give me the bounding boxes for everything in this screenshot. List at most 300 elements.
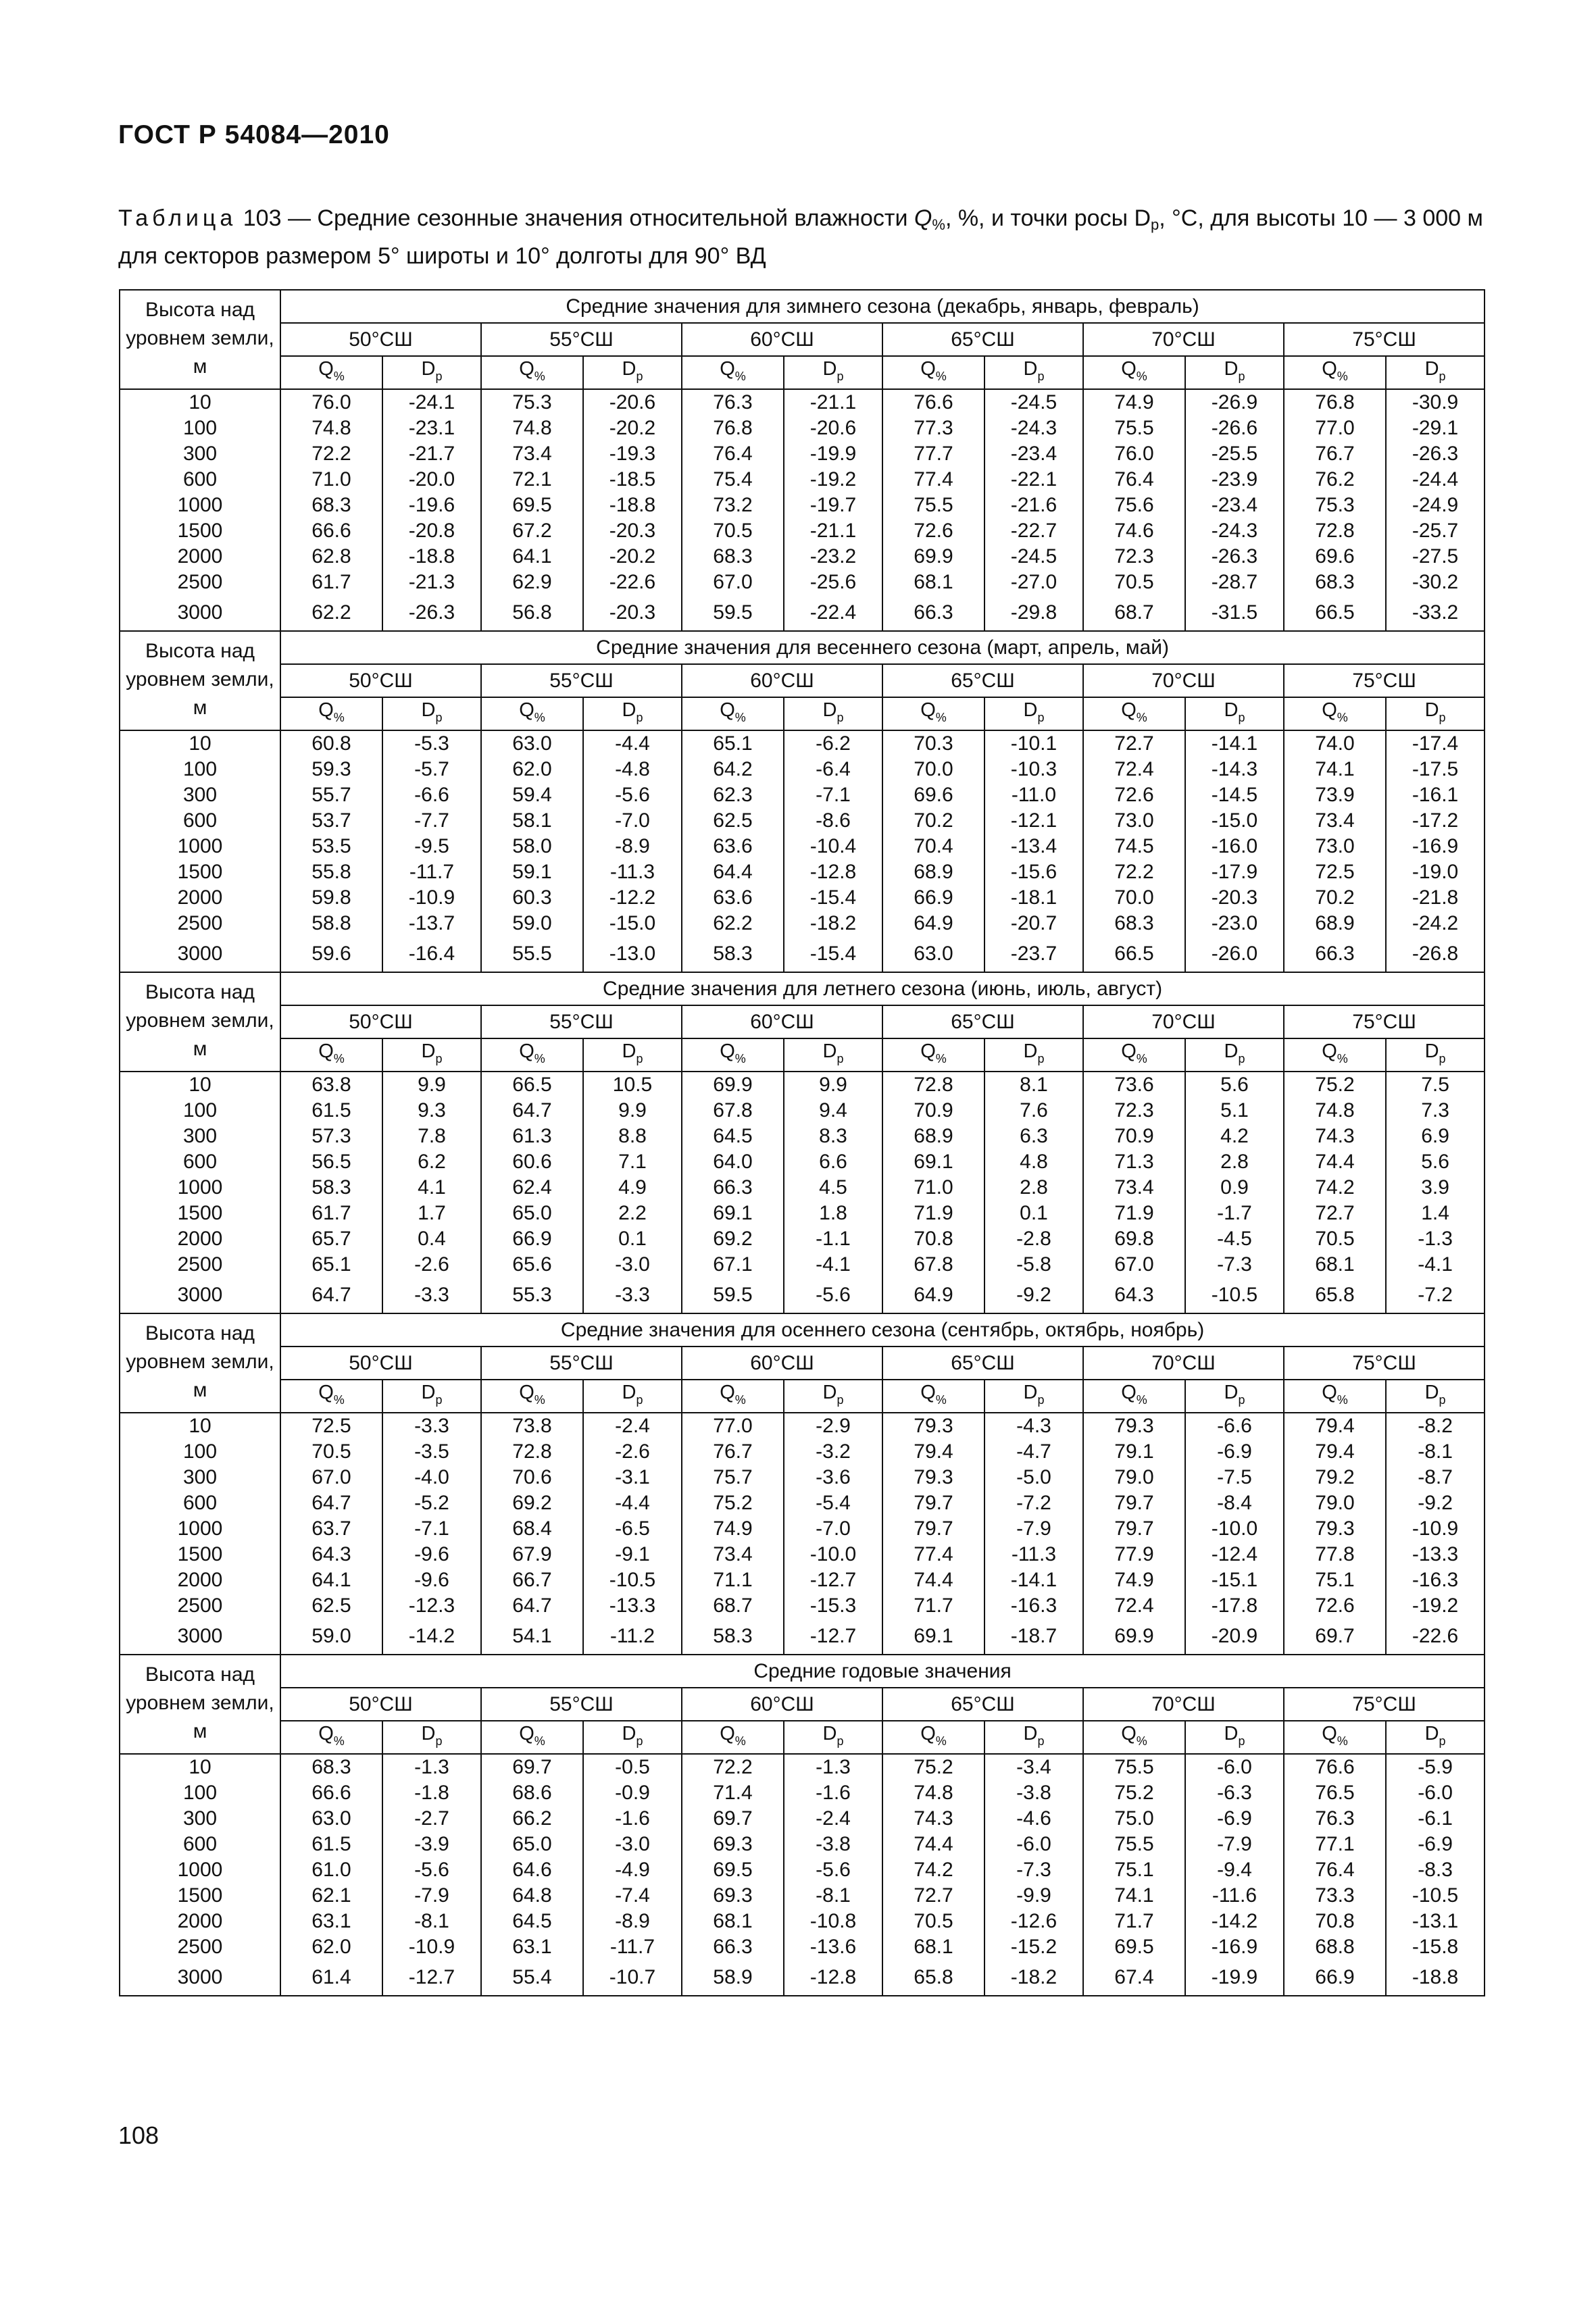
table-row [120, 493, 1485, 518]
humidity-column-header [481, 1038, 583, 1072]
table-row [120, 936, 1485, 972]
dewpoint-cell: 6.2 [382, 1149, 481, 1175]
humidity-cell: 72.3 [1083, 544, 1185, 570]
dewpoint-cell: -4.5 [1185, 1226, 1284, 1252]
humidity-cell: 71.9 [1083, 1201, 1185, 1226]
humidity-symbol: Q [1121, 1040, 1137, 1062]
humidity-cell: 75.5 [1083, 416, 1185, 441]
height-cell: 600 [120, 1490, 280, 1516]
dewpoint-cell: -16.0 [1185, 834, 1284, 859]
dewpoint-cell: -18.2 [984, 1960, 1083, 1996]
latitude-header: 50°СШ [280, 1347, 481, 1380]
latitude-header: 55°СШ [481, 1005, 682, 1038]
table-row [120, 1175, 1485, 1201]
dewpoint-cell: -6.4 [784, 757, 882, 782]
table-row [120, 518, 1485, 544]
humidity-cell: 65.7 [280, 1226, 382, 1252]
table-row [120, 834, 1485, 859]
humidity-cell: 70.0 [1083, 885, 1185, 911]
humidity-column-header [1284, 1038, 1386, 1072]
humidity-symbol: Q [519, 699, 534, 721]
humidity-cell: 74.6 [1083, 518, 1185, 544]
humidity-cell: 75.2 [882, 1754, 984, 1780]
humidity-cell: 61.5 [280, 1832, 382, 1857]
dewpoint-cell: -5.6 [382, 1857, 481, 1883]
dewpoint-column-header [382, 1721, 481, 1754]
latitude-header: 70°СШ [1083, 1005, 1284, 1038]
height-cell: 300 [120, 441, 280, 467]
height-cell: 100 [120, 416, 280, 441]
dewpoint-cell: -26.3 [1386, 441, 1485, 467]
height-cell: 1500 [120, 1883, 280, 1909]
humidity-column-header [280, 356, 382, 389]
dewpoint-cell: -5.6 [583, 782, 682, 808]
humidity-symbol: Q [318, 1040, 334, 1062]
dewpoint-cell: -4.7 [984, 1439, 1083, 1465]
table-row [120, 389, 1485, 416]
table-row [120, 1439, 1485, 1465]
latitude-header: 55°СШ [481, 1688, 682, 1721]
humidity-cell: 64.5 [682, 1124, 784, 1149]
humidity-cell: 59.4 [481, 782, 583, 808]
dewpoint-subscript: p [636, 1052, 643, 1065]
humidity-cell: 74.3 [882, 1806, 984, 1832]
humidity-cell: 73.6 [1083, 1072, 1185, 1098]
dewpoint-cell: -11.3 [984, 1542, 1083, 1567]
humidity-symbol: Q [1121, 699, 1137, 721]
humidity-column-header [280, 1038, 382, 1072]
dewpoint-cell: -21.3 [382, 570, 481, 595]
humidity-cell: 74.9 [1083, 1567, 1185, 1593]
dewpoint-symbol: D [1224, 699, 1239, 721]
humidity-cell: 66.6 [280, 518, 382, 544]
height-cell: 300 [120, 1124, 280, 1149]
dewpoint-symbol: D [622, 699, 637, 721]
humidity-symbol: Q [720, 1382, 735, 1403]
humidity-cell: 65.8 [1284, 1278, 1386, 1313]
humidity-cell: 69.5 [481, 493, 583, 518]
dewpoint-cell: -1.1 [784, 1226, 882, 1252]
height-cell: 3000 [120, 595, 280, 631]
humidity-cell: 74.2 [882, 1857, 984, 1883]
dewpoint-cell: -12.8 [784, 859, 882, 885]
dewpoint-cell: 6.9 [1386, 1124, 1485, 1149]
humidity-cell: 74.8 [1284, 1098, 1386, 1124]
humidity-cell: 61.3 [481, 1124, 583, 1149]
dewpoint-cell: -10.0 [1185, 1516, 1284, 1542]
humidity-cell: 79.1 [1083, 1439, 1185, 1465]
dewpoint-cell: 7.1 [583, 1149, 682, 1175]
dewpoint-cell: -1.8 [382, 1780, 481, 1806]
humidity-cell: 79.4 [882, 1439, 984, 1465]
humidity-cell: 58.8 [280, 911, 382, 936]
dewpoint-cell: 8.1 [984, 1072, 1083, 1098]
table-row [120, 1490, 1485, 1516]
height-cell: 1000 [120, 834, 280, 859]
dewpoint-subscript: p [435, 1052, 443, 1065]
humidity-subscript: % [534, 1393, 545, 1407]
dewpoint-cell: -8.9 [583, 1909, 682, 1934]
dewpoint-cell: -21.7 [382, 441, 481, 467]
dewpoint-cell: -7.1 [382, 1516, 481, 1542]
dewpoint-cell: -1.7 [1185, 1201, 1284, 1226]
height-cell: 2000 [120, 885, 280, 911]
height-cell: 100 [120, 1780, 280, 1806]
humidity-symbol: Q [920, 1382, 936, 1403]
humidity-symbol: Q [1322, 1382, 1337, 1403]
humidity-cell: 76.8 [682, 416, 784, 441]
humidity-cell: 59.5 [682, 595, 784, 631]
dewpoint-cell: -5.4 [784, 1490, 882, 1516]
humidity-cell: 74.4 [882, 1832, 984, 1857]
dewpoint-cell: -12.7 [382, 1960, 481, 1996]
dewpoint-cell: -6.5 [583, 1516, 682, 1542]
humidity-cell: 69.9 [882, 544, 984, 570]
dewpoint-subscript: p [1037, 711, 1045, 724]
dewpoint-cell: 4.8 [984, 1149, 1083, 1175]
humidity-cell: 71.1 [682, 1567, 784, 1593]
humidity-cell: 59.5 [682, 1278, 784, 1313]
humidity-cell: 79.0 [1284, 1490, 1386, 1516]
table-row [120, 1278, 1485, 1313]
latitude-header: 55°СШ [481, 323, 682, 356]
humidity-subscript: % [1136, 370, 1147, 383]
humidity-cell: 71.7 [1083, 1909, 1185, 1934]
humidity-cell: 74.2 [1284, 1175, 1386, 1201]
height-cell: 1500 [120, 1542, 280, 1567]
dewpoint-cell: -15.8 [1386, 1934, 1485, 1960]
humidity-cell: 66.9 [1284, 1960, 1386, 1996]
dewpoint-subscript: p [1037, 1052, 1045, 1065]
dewpoint-cell: -11.6 [1185, 1883, 1284, 1909]
caption-text-mid: , %, и точки росы D [945, 205, 1151, 231]
humidity-cell: 61.7 [280, 570, 382, 595]
table-row [120, 885, 1485, 911]
humidity-column-header [882, 1380, 984, 1413]
dewpoint-subscript: p [1238, 370, 1245, 383]
humidity-cell: 69.2 [682, 1226, 784, 1252]
humidity-cell: 68.1 [882, 1934, 984, 1960]
dewpoint-cell: -15.0 [1185, 808, 1284, 834]
humidity-subscript: % [734, 1052, 746, 1065]
dewpoint-subscript: p [636, 711, 643, 724]
dewpoint-cell: -1.3 [1386, 1226, 1485, 1252]
humidity-cell: 69.7 [481, 1754, 583, 1780]
humidity-cell: 76.6 [1284, 1754, 1386, 1780]
dewpoint-cell: -23.4 [984, 441, 1083, 467]
section-header-row [120, 1655, 1485, 1688]
latitude-header-row [120, 1688, 1485, 1721]
dewpoint-cell: -7.9 [984, 1516, 1083, 1542]
latitude-header: 75°СШ [1284, 664, 1485, 697]
humidity-cell: 72.3 [1083, 1098, 1185, 1124]
humidity-cell: 58.9 [682, 1960, 784, 1996]
humidity-cell: 61.4 [280, 1960, 382, 1996]
humidity-cell: 72.4 [1083, 1593, 1185, 1619]
humidity-cell: 59.0 [481, 911, 583, 936]
dewpoint-symbol: D [1424, 699, 1439, 721]
dewpoint-symbol: D [622, 358, 637, 380]
dewpoint-cell: -27.5 [1386, 544, 1485, 570]
dewpoint-cell: -5.6 [784, 1857, 882, 1883]
dewpoint-cell: 6.3 [984, 1124, 1083, 1149]
height-cell: 1000 [120, 1857, 280, 1883]
dewpoint-column-header [1386, 1721, 1485, 1754]
humidity-cell: 55.5 [481, 936, 583, 972]
dewpoint-subscript: p [1037, 1393, 1045, 1407]
table-row [120, 1909, 1485, 1934]
humidity-cell: 75.2 [682, 1490, 784, 1516]
dewpoint-cell: -23.2 [784, 544, 882, 570]
dewpoint-cell: -13.7 [382, 911, 481, 936]
dewpoint-cell: 10.5 [583, 1072, 682, 1098]
latitude-header: 65°СШ [882, 1347, 1083, 1380]
dewpoint-cell: -15.3 [784, 1593, 882, 1619]
dewpoint-cell: -3.8 [984, 1780, 1083, 1806]
humidity-cell: 69.6 [882, 782, 984, 808]
humidity-subscript: % [734, 1734, 746, 1748]
humidity-cell: 68.1 [1284, 1252, 1386, 1278]
table-row [120, 1832, 1485, 1857]
humidity-subscript: % [534, 711, 545, 724]
humidity-cell: 68.3 [280, 1754, 382, 1780]
dewpoint-column-header [382, 1038, 481, 1072]
humidity-cell: 77.7 [882, 441, 984, 467]
dewpoint-cell: -5.3 [382, 730, 481, 757]
height-cell: 3000 [120, 1278, 280, 1313]
table-row [120, 757, 1485, 782]
dewpoint-cell: -18.8 [583, 493, 682, 518]
humidity-cell: 68.9 [882, 859, 984, 885]
dewpoint-cell: -20.6 [784, 416, 882, 441]
dewpoint-symbol: D [822, 1040, 837, 1062]
latitude-header: 75°СШ [1284, 323, 1485, 356]
humidity-cell: 64.9 [882, 1278, 984, 1313]
variable-header-row [120, 1038, 1485, 1072]
height-cell: 2500 [120, 1593, 280, 1619]
dewpoint-cell: 7.5 [1386, 1072, 1485, 1098]
dewpoint-cell: -8.9 [583, 834, 682, 859]
humidity-symbol: Q [318, 699, 334, 721]
dewpoint-cell: -16.1 [1386, 782, 1485, 808]
dewpoint-cell: -10.3 [984, 757, 1083, 782]
humidity-cell: 67.8 [682, 1098, 784, 1124]
dewpoint-cell: -21.6 [984, 493, 1083, 518]
caption-number: 103 [243, 205, 282, 231]
dewpoint-subscript: p [1439, 1052, 1446, 1065]
latitude-header: 70°СШ [1083, 323, 1284, 356]
dewpoint-cell: -5.9 [1386, 1754, 1485, 1780]
dewpoint-cell: -8.1 [382, 1909, 481, 1934]
dewpoint-cell: -26.9 [1185, 389, 1284, 416]
dewpoint-cell: -30.9 [1386, 389, 1485, 416]
section-header-row [120, 631, 1485, 664]
dewpoint-cell: -24.9 [1386, 493, 1485, 518]
dewpoint-cell: 1.7 [382, 1201, 481, 1226]
dewpoint-cell: -21.1 [784, 389, 882, 416]
dewpoint-cell: -14.5 [1185, 782, 1284, 808]
dewpoint-cell: -12.2 [583, 885, 682, 911]
dewpoint-column-header [1185, 1380, 1284, 1413]
humidity-subscript: % [734, 711, 746, 724]
latitude-header: 75°СШ [1284, 1347, 1485, 1380]
dewpoint-cell: -2.9 [784, 1413, 882, 1439]
latitude-header: 60°СШ [682, 1688, 882, 1721]
humidity-cell: 72.8 [481, 1439, 583, 1465]
table-row [120, 1098, 1485, 1124]
humidity-cell: 65.1 [280, 1252, 382, 1278]
humidity-column-header [682, 697, 784, 730]
humidity-cell: 75.1 [1083, 1857, 1185, 1883]
humidity-cell: 59.6 [280, 936, 382, 972]
dewpoint-cell: -24.3 [984, 416, 1083, 441]
dewpoint-cell: -16.3 [1386, 1567, 1485, 1593]
dewpoint-cell: -20.2 [583, 544, 682, 570]
dewpoint-cell: -23.4 [1185, 493, 1284, 518]
dewpoint-symbol: D [1023, 1040, 1038, 1062]
dewpoint-cell: -2.7 [382, 1806, 481, 1832]
humidity-cell: 74.4 [1284, 1149, 1386, 1175]
humidity-dewpoint-table [119, 289, 1485, 1996]
humidity-cell: 76.2 [1284, 467, 1386, 493]
dewpoint-cell: -8.1 [1386, 1439, 1485, 1465]
humidity-cell: 66.5 [481, 1072, 583, 1098]
humidity-cell: 77.0 [1284, 416, 1386, 441]
table-row [120, 595, 1485, 631]
dewpoint-cell: -16.9 [1386, 834, 1485, 859]
variable-header-row [120, 356, 1485, 389]
height-cell: 10 [120, 730, 280, 757]
dewpoint-cell: -12.6 [984, 1909, 1083, 1934]
humidity-cell: 66.5 [1083, 936, 1185, 972]
humidity-cell: 73.3 [1284, 1883, 1386, 1909]
dewpoint-cell: -6.9 [1185, 1806, 1284, 1832]
dewpoint-symbol: D [1023, 358, 1038, 380]
dewpoint-cell: -2.4 [583, 1413, 682, 1439]
table-row [120, 416, 1485, 441]
dewpoint-cell: -13.1 [1386, 1909, 1485, 1934]
humidity-cell: 74.0 [1284, 730, 1386, 757]
humidity-cell: 79.4 [1284, 1439, 1386, 1465]
humidity-cell: 76.3 [682, 389, 784, 416]
latitude-header: 65°СШ [882, 1005, 1083, 1038]
humidity-symbol: Q [519, 1723, 534, 1744]
humidity-cell: 62.9 [481, 570, 583, 595]
dewpoint-cell: -24.1 [382, 389, 481, 416]
dewpoint-cell: 0.1 [583, 1226, 682, 1252]
humidity-cell: 57.3 [280, 1124, 382, 1149]
humidity-cell: 69.1 [882, 1619, 984, 1655]
section-header-row [120, 972, 1485, 1005]
latitude-header-row [120, 664, 1485, 697]
humidity-cell: 75.2 [1284, 1072, 1386, 1098]
humidity-cell: 73.4 [1284, 808, 1386, 834]
dewpoint-cell: 8.3 [784, 1124, 882, 1149]
section-title: Средние значения для весеннего сезона (март, апрель, май) [280, 631, 1485, 664]
dewpoint-cell: -0.5 [583, 1754, 682, 1780]
dewpoint-cell: -4.4 [583, 1490, 682, 1516]
humidity-cell: 63.1 [481, 1934, 583, 1960]
latitude-header: 75°СШ [1284, 1005, 1485, 1038]
humidity-cell: 72.6 [1284, 1593, 1386, 1619]
height-column-header: Высота над уровнем земли, м [120, 290, 280, 389]
latitude-header: 60°СШ [682, 1005, 882, 1038]
dewpoint-cell: -20.2 [583, 416, 682, 441]
humidity-cell: 55.8 [280, 859, 382, 885]
humidity-cell: 77.3 [882, 416, 984, 441]
humidity-cell: 66.9 [882, 885, 984, 911]
dewpoint-cell: -2.4 [784, 1806, 882, 1832]
humidity-column-header [1284, 356, 1386, 389]
dewpoint-cell: -17.8 [1185, 1593, 1284, 1619]
humidity-subscript: % [333, 1734, 345, 1748]
humidity-subscript: % [935, 370, 947, 383]
dewpoint-cell: 7.8 [382, 1124, 481, 1149]
humidity-cell: 79.3 [1284, 1516, 1386, 1542]
dewpoint-cell: 1.8 [784, 1201, 882, 1226]
humidity-cell: 77.0 [682, 1413, 784, 1439]
humidity-symbol: Q [720, 699, 735, 721]
humidity-cell: 64.2 [682, 757, 784, 782]
humidity-cell: 74.3 [1284, 1124, 1386, 1149]
dewpoint-cell: -15.0 [583, 911, 682, 936]
humidity-cell: 68.9 [882, 1124, 984, 1149]
dewpoint-cell: 4.9 [583, 1175, 682, 1201]
humidity-subscript: % [935, 1393, 947, 1407]
height-cell: 100 [120, 757, 280, 782]
humidity-cell: 76.3 [1284, 1806, 1386, 1832]
dewpoint-cell: -24.2 [1386, 911, 1485, 936]
table-row [120, 808, 1485, 834]
humidity-cell: 75.2 [1083, 1780, 1185, 1806]
dewpoint-cell: -13.0 [583, 936, 682, 972]
humidity-cell: 56.8 [481, 595, 583, 631]
dewpoint-cell: -6.1 [1386, 1806, 1485, 1832]
dewpoint-cell: -19.6 [382, 493, 481, 518]
dewpoint-subscript: p [435, 1734, 443, 1748]
dewpoint-column-header [984, 1380, 1083, 1413]
height-column-header: Высота над уровнем земли, м [120, 1313, 280, 1413]
dewpoint-cell: -11.3 [583, 859, 682, 885]
humidity-cell: 69.7 [1284, 1619, 1386, 1655]
latitude-header: 60°СШ [682, 1347, 882, 1380]
humidity-subscript: % [1337, 1734, 1348, 1748]
latitude-header-row [120, 323, 1485, 356]
table-row [120, 1857, 1485, 1883]
dewpoint-cell: -19.2 [784, 467, 882, 493]
dewpoint-cell: -9.1 [583, 1542, 682, 1567]
dewpoint-cell: -13.4 [984, 834, 1083, 859]
dewpoint-column-header [984, 356, 1083, 389]
dewpoint-cell: -16.4 [382, 936, 481, 972]
dewpoint-cell: -10.9 [382, 1934, 481, 1960]
dewpoint-cell: -1.6 [784, 1780, 882, 1806]
dewpoint-cell: -19.2 [1386, 1593, 1485, 1619]
dewpoint-cell: -24.3 [1185, 518, 1284, 544]
dewpoint-cell: -5.6 [784, 1278, 882, 1313]
humidity-cell: 68.7 [682, 1593, 784, 1619]
dewpoint-cell: -26.3 [382, 595, 481, 631]
humidity-column-header [481, 697, 583, 730]
humidity-subscript: % [1136, 711, 1147, 724]
dewpoint-cell: 7.6 [984, 1098, 1083, 1124]
humidity-cell: 72.6 [882, 518, 984, 544]
table-row [120, 570, 1485, 595]
humidity-cell: 73.4 [1083, 1175, 1185, 1201]
humidity-cell: 64.3 [1083, 1278, 1185, 1313]
dewpoint-cell: -11.7 [382, 859, 481, 885]
dewpoint-cell: -8.3 [1386, 1857, 1485, 1883]
